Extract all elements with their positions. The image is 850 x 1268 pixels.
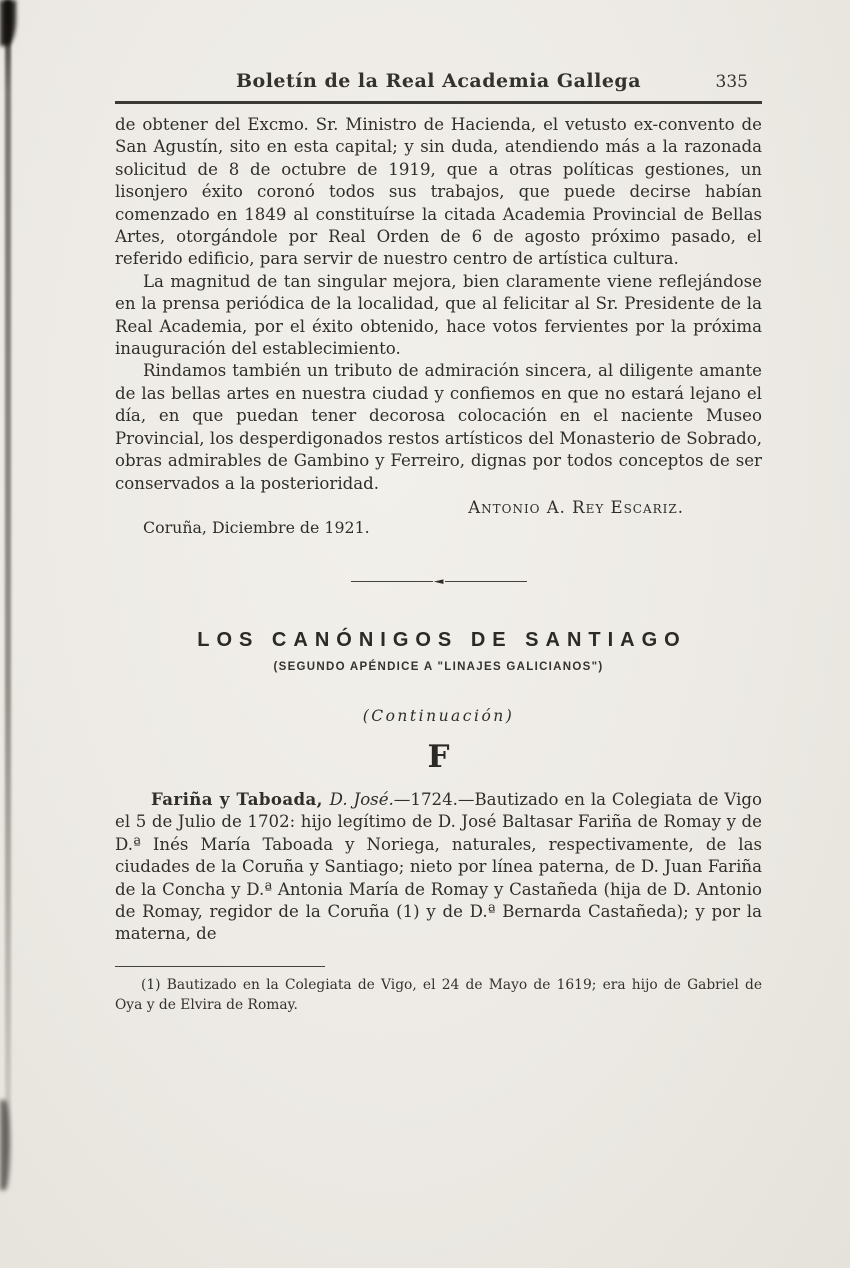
section-divider [115,577,762,587]
article-body [115,114,762,537]
entry-paragraph [115,788,762,946]
paragraph: Rindamos también un tributo de admiración sincera, al diligente amante de las bellas artes en nuestra ciudad y confiemos en que no estará lejano el día, en que puedan tener decorosa colocación en el naciente Museo Provincial, los desperdigonados restos artísticos del Monasterio de Sobrado, obras admirables de Gambino y Ferreiro, dignas por todos conceptos de ser conservados a la posterioridad. [115,361,762,493]
scan-artifact-top-left [0,0,16,46]
genealogy-entry [115,788,762,946]
divider-arrow-icon: ◄ [433,576,444,587]
footnote: (1) Bautizado en la Colegiata de Vigo, el 24 de Mayo de 1619; era hijo de Gabriel de Oya y de Elvira de Romay. [115,976,762,1013]
page-content [115,70,762,1029]
entry-body-text: —1724.—Bautizado en la Colegiata de Vigo el 5 de Julio de 1702: hijo legítimo de D. José Baltasar Fariña de Romay y de D.ª Inés María Taboada y Noriega, naturales, respectivamente, de las ciudades de la Coruña y Santiago; nieto por línea paterna, de D. Juan Fariña de la Concha y D.ª Antonia María de Romay y Castañeda (hija de D. Antonio de Romay, regidor de la Coruña (1) y de D.ª Bernarda Castañeda); y por la materna, de [115,789,762,944]
continuation-note: (Continuación) [362,706,515,725]
paragraph: de obtener del Excmo. Sr. Ministro de Hacienda, el vetusto ex-convento de San Agustín, sito en esta capital; y sin duda, atendiendo más a la razonada solicitud de 8 de octubre de 1919, que a otras políticas gestiones, un lisonjero éxito coronó todos sus trabajos, que puede decirse habían comenzado en 1849 al constituírse la citada Academia Provincial de Bellas Artes, otorgándole por Real Orden de 6 de agosto próximo pasado, el referido edificio, para servir de nuestro centro de artística cultura. [115,115,762,269]
header-rule [115,101,762,104]
section-letter: F [427,738,450,775]
entry-surname: Fariña y Taboada, [151,788,330,809]
scan-artifact-bottom-left [0,1100,10,1190]
article-title: LOS CANÓNIGOS DE SANTIAGO [197,628,687,651]
paragraph: La magnitud de tan singular mejora, bien claramente viene reflejándose en la prensa periódica de la localidad, que al felicitar al Sr. Presidente de la Real Academia, por el éxito obtenido, hace votos fervientes por la próxima inauguración del establecimiento. [115,271,762,359]
journal-title: Boletín de la Real Academia Gallega [235,70,641,92]
footnote-rule [115,966,325,967]
divider-line-right [445,581,527,582]
page-number: 335 [715,72,748,92]
scan-artifact-left-edge [5,0,11,1160]
dateline: Coruña, Diciembre de 1921. [143,517,370,537]
running-header [115,70,762,96]
entry-given-name: D. José. [329,789,394,809]
article-subtitle: (SEGUNDO APÉNDICE A "LINAJES GALICIANOS") [273,660,604,673]
divider-line-left [351,581,433,582]
author-signature: Antonio A. Rey Escariz. [468,497,684,517]
